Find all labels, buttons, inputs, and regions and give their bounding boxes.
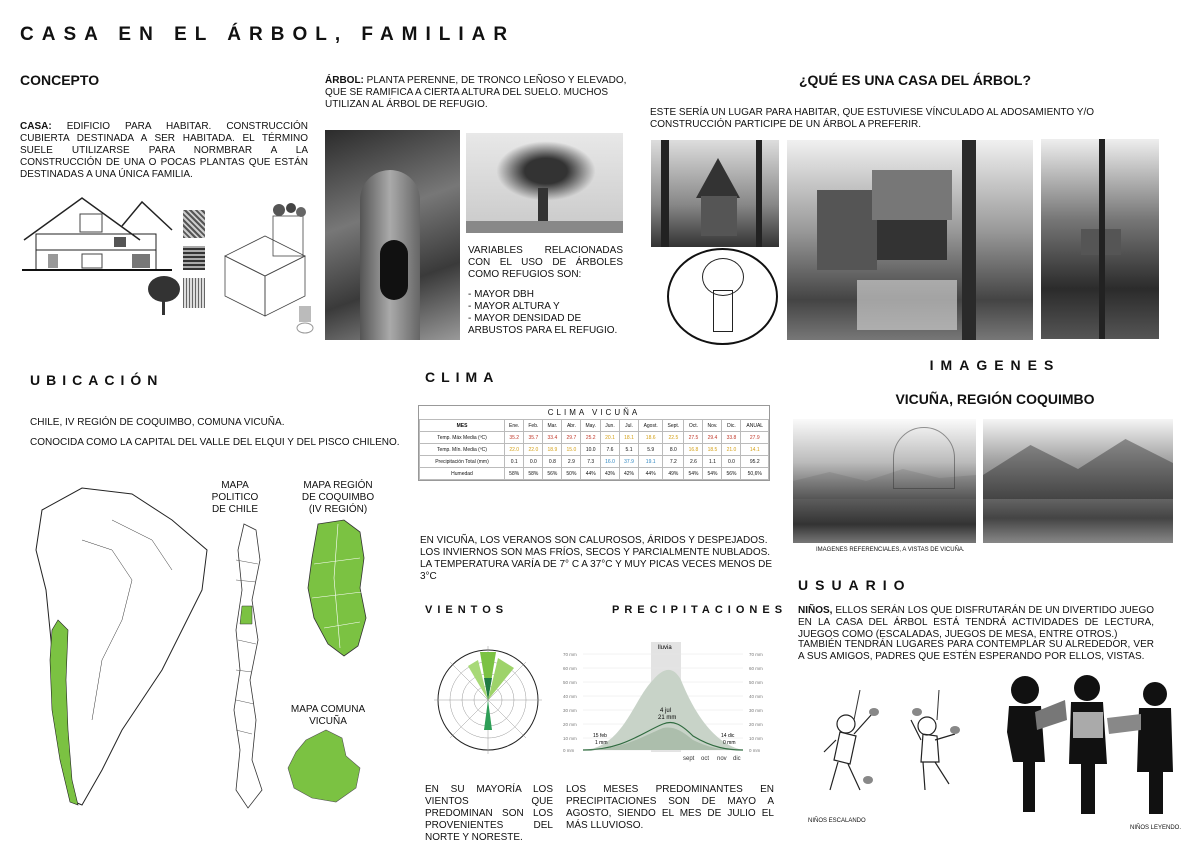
table-row	[420, 432, 769, 444]
table-cell: Humedad	[420, 468, 505, 480]
table-header-cell: Agost.	[639, 420, 663, 432]
child-climbing-sketch-2	[905, 690, 980, 810]
caption-leyendo: NIÑOS LEYENDO.	[1130, 825, 1182, 831]
table-cell: 50,6%	[741, 468, 769, 480]
table-cell: 5.9	[639, 444, 663, 456]
vicuna-view-photo-1	[793, 419, 976, 543]
y-tick-label: 10 mm	[563, 736, 577, 741]
treehouse-illustration	[667, 248, 778, 345]
texture-swatch-1	[183, 210, 205, 238]
table-cell: 56%	[543, 468, 562, 480]
table-cell: 95.2	[741, 456, 769, 468]
x-tick-label: sept	[683, 756, 695, 762]
table-cell: 54%	[684, 468, 703, 480]
table-cell: 16.0	[600, 456, 619, 468]
table-cell: 44%	[639, 468, 663, 480]
y-tick-label-right: 30 mm	[749, 708, 763, 713]
vientos-heading: VIENTOS	[425, 604, 509, 616]
table-cell: 15.0	[562, 444, 581, 456]
y-tick-label: 40 mm	[563, 694, 577, 699]
usuario-text-1-body: ELLOS SERÁN LOS QUE DISFRUTARÁN DE UN DIVERTIDO JUEGO EN LA CASA DEL ÁRBOL ESTÁ TENDRÁ ACTIVIDADES DE LECTURA, JUEGOS COMO (ESCALADAS, JUEGOS DE MESA, ENTRE OTROS.)	[798, 605, 1155, 640]
end-date-label: 14 dic	[721, 733, 735, 739]
tree-trunk-photo	[325, 130, 460, 340]
table-cell: 49%	[663, 468, 684, 480]
table-cell: 10.0	[581, 444, 601, 456]
table-cell: 37.9	[620, 456, 639, 468]
table-row	[420, 456, 769, 468]
table-cell: 18.5	[703, 444, 722, 456]
que-es-heading: ¿QUÉ ES UNA CASA DEL ÁRBOL?	[798, 72, 1032, 88]
table-header-cell: ANUAL	[741, 420, 769, 432]
table-cell: 5.1	[620, 444, 639, 456]
ubicacion-line2: CONOCIDA COMO LA CAPITAL DEL VALLE DEL ELQUI Y DEL PISCO CHILENO.	[30, 437, 400, 448]
clima-table-title: CLIMA VICUÑA	[547, 408, 641, 417]
arbol-term: ÁRBOL:	[325, 75, 364, 86]
x-tick-label: dic	[733, 756, 741, 762]
y-tick-label: 0 mm	[563, 748, 575, 753]
table-cell: 58%	[524, 468, 543, 480]
precipitaciones-text: LOS MESES PREDOMINANTES EN PRECIPITACIONES SON DE MAYO A AGOSTO, SIENDO EL MES DE JULIO EL MÁS LLUVIOSO.	[566, 784, 774, 831]
clima-table-container	[418, 405, 770, 481]
y-tick-label: 20 mm	[563, 722, 577, 727]
y-tick-label-right: 20 mm	[749, 722, 763, 727]
table-header-row	[420, 420, 769, 432]
map-region-label: MAPA REGIÓN DE COQUIMBO (IV REGIÓN)	[301, 480, 375, 515]
table-cell: 7.2	[663, 456, 684, 468]
table-header-cell: Sept.	[663, 420, 684, 432]
treehouse-photo-3	[1041, 139, 1159, 339]
wind-rose-chart	[428, 640, 548, 760]
usuario-heading: USUARIO	[798, 577, 912, 593]
table-cell: 33.4	[543, 432, 562, 444]
imagenes-subheading: VICUÑA, REGIÓN COQUIMBO	[895, 391, 1095, 407]
table-header-cell: Jun.	[600, 420, 619, 432]
clima-text: EN VICUÑA, LOS VERANOS SON CALUROSOS, ÁRIDOS Y DESPEJADOS. LOS INVIERNOS SON MAS FRÍOS, SECOS Y PARCIALMENTE NUBLADOS. LA TEMPERATURA VARÍA DE 7° C A 37°C Y MUY PICAS VECES MENOS DE 3°C	[420, 535, 773, 582]
coquimbo-region-map	[304, 518, 370, 658]
precipitation-chart	[563, 640, 775, 765]
treehouse-photo-2	[787, 140, 1033, 340]
x-tick-label: oct	[701, 756, 710, 762]
page-title: CASA EN EL ÁRBOL, FAMILIAR	[20, 24, 516, 45]
table-header-cell: Jul.	[620, 420, 639, 432]
table-cell: 7.3	[581, 456, 601, 468]
table-header-cell: Mar.	[543, 420, 562, 432]
table-header-cell: Feb.	[524, 420, 543, 432]
table-cell: 18.9	[543, 444, 562, 456]
imagenes-caption: IMAGENES REFERENCIALES, A VISTAS DE VICUÑA.	[816, 547, 965, 553]
table-cell: 0.8	[543, 456, 562, 468]
table-cell: Temp. Mín. Media (ºC)	[420, 444, 505, 456]
variable-item: - MAYOR ALTURA Y	[468, 301, 560, 312]
variables-intro: VARIABLES RELACIONADAS CON EL USO DE ÁRBOLES COMO REFUGIOS SON:	[468, 245, 623, 280]
y-tick-label-right: 50 mm	[749, 680, 763, 685]
table-cell: 42%	[620, 468, 639, 480]
y-tick-label: 60 mm	[563, 666, 577, 671]
map-politico-label: MAPA POLITICO DE CHILE	[211, 480, 259, 515]
table-cell: Precipitación Total (mm)	[420, 456, 505, 468]
y-tick-label: 50 mm	[563, 680, 577, 685]
table-cell: 44%	[581, 468, 601, 480]
peak-value-label: 21 mm	[658, 715, 677, 721]
child-climbing-sketch-1	[820, 690, 895, 810]
variable-item: - MAYOR DBH	[468, 289, 534, 300]
axonometric-drawing	[215, 196, 320, 336]
table-cell: 29.4	[703, 432, 722, 444]
usuario-term: NIÑOS,	[798, 605, 833, 616]
y-tick-label-right: 70 mm	[749, 652, 763, 657]
ubicacion-line1: CHILE, IV REGIÓN DE COQUIMBO, COMUNA VICUÑA.	[30, 417, 285, 428]
table-cell: 35.2	[505, 432, 524, 444]
table-cell: 50%	[562, 468, 581, 480]
arbol-text: PLANTA PERENNE, DE TRONCO LEÑOSO Y ELEVADO, QUE SE RAMIFICA A CIERTA ALTURA DEL SUELO. MUCHOS UTILIZAN AL ÁRBOL DE REFUGIO.	[325, 75, 627, 110]
table-cell: 22.5	[663, 432, 684, 444]
y-tick-label-right: 60 mm	[749, 666, 763, 671]
casa-text: EDIFICIO PARA HABITAR. CONSTRUCCIÓN CUBIERTA DESTINADA A SER HABITADA. EL TÉRMINO SUELE UTILIZARSE PARA NORMBRAR A LA CONSTRUCCIÓN DE UNA O POCAS PLANTAS QUE ESTÁN DESTINADAS A UNA ÚNICA FAMILIA.	[20, 121, 309, 180]
variables-list	[468, 289, 628, 337]
imagenes-heading: IMAGENES	[929, 357, 1061, 373]
table-row	[420, 468, 769, 480]
arbol-definition	[325, 75, 627, 111]
table-cell: 27.5	[684, 432, 703, 444]
casa-definition	[20, 121, 308, 181]
y-tick-label: 30 mm	[563, 708, 577, 713]
vientos-text: EN SU MAYORÍA LOS VIENTOS QUE PREDOMINAN SON LOS PROVENIENTES DEL NORTE Y NORESTE.	[425, 784, 553, 843]
table-cell: 21.0	[722, 444, 741, 456]
table-cell: 20.1	[600, 432, 619, 444]
concepto-heading: CONCEPTO	[20, 72, 100, 88]
table-cell: 56%	[722, 468, 741, 480]
table-cell: 35.7	[524, 432, 543, 444]
table-cell: 25.2	[581, 432, 601, 444]
old-tree-photo	[466, 133, 623, 233]
texture-swatch-3	[183, 278, 205, 308]
table-header-cell: May.	[581, 420, 601, 432]
start-date-label: 15 feb	[593, 733, 607, 739]
table-cell: 7.6	[600, 444, 619, 456]
table-cell: 33.8	[722, 432, 741, 444]
table-cell: 58%	[505, 468, 524, 480]
table-cell: 0.0	[722, 456, 741, 468]
table-cell: 8.0	[663, 444, 684, 456]
table-cell: 2.6	[684, 456, 703, 468]
y-tick-label-right: 0 mm	[749, 748, 761, 753]
usuario-text-1	[798, 605, 1154, 641]
table-row	[420, 444, 769, 456]
ubicacion-heading: UBICACIÓN	[30, 372, 164, 388]
table-header-cell: Nov.	[703, 420, 722, 432]
table-cell: 18.6	[639, 432, 663, 444]
lluvia-label: lluvia	[658, 645, 672, 651]
table-cell: 27.9	[741, 432, 769, 444]
texture-swatch-2	[183, 246, 205, 270]
table-header-cell: Oct.	[684, 420, 703, 432]
table-header-cell: Ene.	[505, 420, 524, 432]
table-cell: Temp. Máx Media (ºC)	[420, 432, 505, 444]
table-cell: 0.1	[505, 456, 524, 468]
table-cell: 2.9	[562, 456, 581, 468]
table-cell: 18.1	[620, 432, 639, 444]
caption-escalando: NIÑOS ESCALANDO	[808, 818, 866, 824]
south-america-map	[22, 480, 212, 810]
table-cell: 54%	[703, 468, 722, 480]
table-cell: 0.0	[524, 456, 543, 468]
table-header-cell: Dic.	[722, 420, 741, 432]
clima-heading: CLIMA	[425, 369, 500, 385]
table-header-cell: Abr.	[562, 420, 581, 432]
casa-term: CASA:	[20, 121, 52, 132]
end-value-label: 0 mm	[723, 740, 736, 746]
y-tick-label-right: 40 mm	[749, 694, 763, 699]
chile-political-map	[222, 520, 272, 810]
table-cell: 19.1	[639, 456, 663, 468]
y-tick-label-right: 10 mm	[749, 736, 763, 741]
children-reading-silhouettes	[995, 672, 1180, 817]
vicuna-comuna-map	[286, 726, 366, 806]
tree-sketch	[146, 275, 182, 315]
table-cell: 16.8	[684, 444, 703, 456]
table-cell: 14.1	[741, 444, 769, 456]
house-section-drawing	[22, 190, 174, 272]
table-cell: 22.0	[524, 444, 543, 456]
y-tick-label: 70 mm	[563, 652, 577, 657]
variable-item: - MAYOR DENSIDAD DE ARBUSTOS PARA EL REFUGIO.	[468, 313, 618, 336]
table-cell: 29.7	[562, 432, 581, 444]
x-tick-label: nov	[717, 756, 727, 762]
start-value-label: 1 mm	[595, 740, 608, 746]
usuario-text-2: TAMBIÉN TENDRÁN LUGARES PARA CONTEMPLAR SU ALREDEDOR, VER A SUS AMIGOS, PADRES QUE ESTÉN ESPERANDO POR ELLOS, VISTAS.	[798, 639, 1154, 662]
vicuna-view-photo-2	[983, 419, 1173, 543]
que-es-text: ESTE SERÍA UN LUGAR PARA HABITAR, QUE ESTUVIESE VÍNCULADO AL ADOSAMIENTO Y/O CONSTRUCCIÓN PARTICIPE DE UN ÁRBOL A PREFERIR.	[650, 107, 1095, 130]
table-cell: 22.0	[505, 444, 524, 456]
table-cell: 43%	[600, 468, 619, 480]
treehouse-photo-1	[651, 140, 779, 247]
precipitaciones-heading: PRECIPITACIONES	[612, 604, 788, 616]
table-header-cell: MES	[420, 420, 505, 432]
peak-date-label: 4 jul	[660, 708, 672, 714]
map-comuna-label: MAPA COMUNA VICUÑA	[290, 704, 366, 727]
clima-table	[419, 419, 769, 480]
table-cell: 1.1	[703, 456, 722, 468]
